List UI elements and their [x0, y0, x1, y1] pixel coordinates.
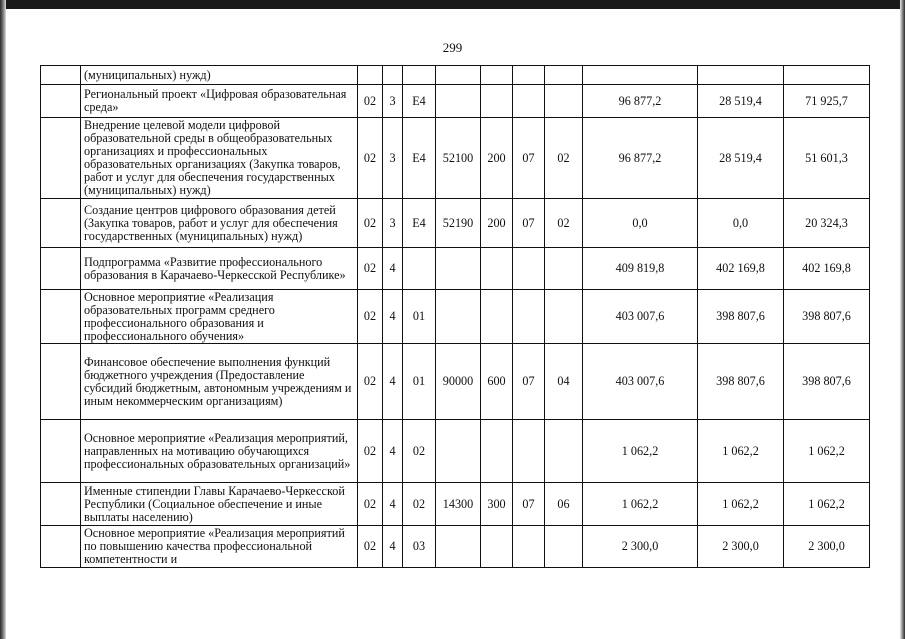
code-direction-cell — [436, 248, 481, 290]
code-expense-type-cell — [481, 248, 513, 290]
budget-table — [40, 65, 870, 568]
code-chapter-cell — [513, 420, 545, 483]
amount-year-3-cell: 2 300,0 — [784, 526, 870, 568]
amount-year-2-cell: 0,0 — [698, 199, 784, 248]
code-activity-cell: E4 — [403, 118, 436, 199]
table-row — [41, 199, 870, 248]
page-number: 299 — [442, 40, 463, 55]
code-chapter-cell — [513, 526, 545, 568]
code-subsection-cell: 04 — [545, 344, 583, 420]
code-expense-type-cell — [481, 290, 513, 344]
code-section-cell: 02 — [358, 85, 383, 118]
code-expense-type-cell — [481, 85, 513, 118]
code-subsection-cell — [545, 526, 583, 568]
code-chapter-cell: 07 — [513, 118, 545, 199]
code-activity-cell — [403, 66, 436, 85]
amount-year-2-cell: 402 169,8 — [698, 248, 784, 290]
code-subsection-cell — [545, 66, 583, 85]
code-direction-cell: 52100 — [436, 118, 481, 199]
amount-year-1-cell: 1 062,2 — [583, 420, 698, 483]
code-section-cell: 02 — [358, 248, 383, 290]
code-activity-cell: 01 — [403, 290, 436, 344]
code-subsection-cell — [545, 248, 583, 290]
table-row — [41, 420, 870, 483]
code-activity-cell: E4 — [403, 199, 436, 248]
amount-year-3-cell: 398 807,6 — [784, 344, 870, 420]
amount-year-1-cell: 1 062,2 — [583, 483, 698, 526]
row-name-cell: Создание центров цифрового образования детей (Закупка товаров, работ и услуг для обеспечения государственных (муниципальных) нужд) — [81, 199, 358, 248]
code-section-cell: 02 — [358, 118, 383, 199]
amount-year-2-cell: 1 062,2 — [698, 483, 784, 526]
table-body — [41, 66, 870, 568]
row-number-cell — [41, 420, 81, 483]
table-row — [41, 526, 870, 568]
code-section-cell: 02 — [358, 344, 383, 420]
row-number-cell — [41, 66, 81, 85]
code-subsection-cell — [545, 420, 583, 483]
code-subprogram-cell: 4 — [383, 526, 403, 568]
table-row — [41, 248, 870, 290]
row-name-cell: Основное мероприятие «Реализация образовательных программ среднего профессионального образования и профессионального обучения» — [81, 290, 358, 344]
table-row — [41, 483, 870, 526]
code-section-cell — [358, 66, 383, 85]
code-subprogram-cell: 4 — [383, 483, 403, 526]
amount-year-3-cell — [784, 66, 870, 85]
code-subsection-cell: 06 — [545, 483, 583, 526]
row-name-cell: Региональный проект «Цифровая образовательная среда» — [81, 85, 358, 118]
table-row — [41, 344, 870, 420]
code-section-cell: 02 — [358, 526, 383, 568]
row-number-cell — [41, 344, 81, 420]
code-chapter-cell — [513, 66, 545, 85]
code-subprogram-cell: 3 — [383, 199, 403, 248]
code-chapter-cell: 07 — [513, 199, 545, 248]
amount-year-1-cell: 409 819,8 — [583, 248, 698, 290]
code-subsection-cell: 02 — [545, 199, 583, 248]
amount-year-1-cell: 403 007,6 — [583, 290, 698, 344]
row-number-cell — [41, 526, 81, 568]
amount-year-2-cell: 1 062,2 — [698, 420, 784, 483]
row-number-cell — [41, 118, 81, 199]
code-subprogram-cell: 3 — [383, 118, 403, 199]
code-activity-cell — [403, 248, 436, 290]
code-activity-cell: 02 — [403, 420, 436, 483]
amount-year-3-cell: 1 062,2 — [784, 483, 870, 526]
amount-year-1-cell: 96 877,2 — [583, 85, 698, 118]
amount-year-1-cell: 2 300,0 — [583, 526, 698, 568]
code-subprogram-cell: 3 — [383, 85, 403, 118]
code-activity-cell: 01 — [403, 344, 436, 420]
amount-year-2-cell: 398 807,6 — [698, 344, 784, 420]
code-activity-cell: E4 — [403, 85, 436, 118]
code-chapter-cell — [513, 290, 545, 344]
code-subprogram-cell: 4 — [383, 344, 403, 420]
code-expense-type-cell: 200 — [481, 118, 513, 199]
code-chapter-cell: 07 — [513, 483, 545, 526]
code-direction-cell — [436, 85, 481, 118]
amount-year-3-cell: 398 807,6 — [784, 290, 870, 344]
scan-top-edge — [0, 0, 905, 9]
row-number-cell — [41, 199, 81, 248]
code-direction-cell — [436, 290, 481, 344]
code-expense-type-cell: 300 — [481, 483, 513, 526]
amount-year-1-cell: 0,0 — [583, 199, 698, 248]
row-name-cell: Основное мероприятие «Реализация мероприятий по повышению качества профессиональной компетентности и — [81, 526, 358, 568]
code-section-cell: 02 — [358, 483, 383, 526]
amount-year-1-cell: 96 877,2 — [583, 118, 698, 199]
amount-year-2-cell: 398 807,6 — [698, 290, 784, 344]
code-direction-cell: 90000 — [436, 344, 481, 420]
code-chapter-cell — [513, 248, 545, 290]
code-section-cell: 02 — [358, 420, 383, 483]
amount-year-2-cell: 2 300,0 — [698, 526, 784, 568]
amount-year-1-cell — [583, 66, 698, 85]
code-direction-cell — [436, 66, 481, 85]
code-expense-type-cell — [481, 420, 513, 483]
code-expense-type-cell: 200 — [481, 199, 513, 248]
row-name-cell: Внедрение целевой модели цифровой образовательной среды в общеобразовательных организациях и профессиональных образовательных организациях (Закупка товаров, работ и услуг для обеспечения государственных (муниципальных) нужд) — [81, 118, 358, 199]
code-section-cell: 02 — [358, 290, 383, 344]
row-name-cell: (муниципальных) нужд) — [81, 66, 358, 85]
row-name-cell: Подпрограмма «Развитие профессионального образования в Карачаево-Черкесской Республике» — [81, 248, 358, 290]
code-expense-type-cell: 600 — [481, 344, 513, 420]
row-number-cell — [41, 248, 81, 290]
row-number-cell — [41, 85, 81, 118]
code-subprogram-cell: 4 — [383, 290, 403, 344]
code-section-cell: 02 — [358, 199, 383, 248]
code-subprogram-cell: 4 — [383, 420, 403, 483]
amount-year-1-cell: 403 007,6 — [583, 344, 698, 420]
amount-year-3-cell: 20 324,3 — [784, 199, 870, 248]
row-name-cell: Основное мероприятие «Реализация мероприятий, направленных на мотивацию обучающихся профессиональных образовательных организаций» — [81, 420, 358, 483]
code-activity-cell: 02 — [403, 483, 436, 526]
code-activity-cell: 03 — [403, 526, 436, 568]
code-expense-type-cell — [481, 526, 513, 568]
scan-right-edge — [900, 0, 905, 639]
code-chapter-cell — [513, 85, 545, 118]
code-chapter-cell: 07 — [513, 344, 545, 420]
amount-year-2-cell — [698, 66, 784, 85]
scan-left-edge — [0, 0, 6, 639]
row-number-cell — [41, 290, 81, 344]
code-subsection-cell: 02 — [545, 118, 583, 199]
code-direction-cell: 52190 — [436, 199, 481, 248]
amount-year-3-cell: 51 601,3 — [784, 118, 870, 199]
amount-year-3-cell: 1 062,2 — [784, 420, 870, 483]
code-direction-cell — [436, 420, 481, 483]
amount-year-2-cell: 28 519,4 — [698, 85, 784, 118]
row-name-cell: Именные стипендии Главы Карачаево-Черкесской Республики (Социальное обеспечение и иные выплаты населению) — [81, 483, 358, 526]
code-expense-type-cell — [481, 66, 513, 85]
code-direction-cell — [436, 526, 481, 568]
table-row — [41, 66, 870, 85]
table-row — [41, 85, 870, 118]
amount-year-2-cell: 28 519,4 — [698, 118, 784, 199]
table-row — [41, 118, 870, 199]
code-subprogram-cell: 4 — [383, 248, 403, 290]
code-subsection-cell — [545, 290, 583, 344]
code-direction-cell: 14300 — [436, 483, 481, 526]
row-number-cell — [41, 483, 81, 526]
code-subsection-cell — [545, 85, 583, 118]
amount-year-3-cell: 402 169,8 — [784, 248, 870, 290]
row-name-cell: Финансовое обеспечение выполнения функций бюджетного учреждения (Предоставление субсидий бюджетным, автономным учреждениям и иным некоммерческим организациям) — [81, 344, 358, 420]
amount-year-3-cell: 71 925,7 — [784, 85, 870, 118]
table-row — [41, 290, 870, 344]
code-subprogram-cell — [383, 66, 403, 85]
